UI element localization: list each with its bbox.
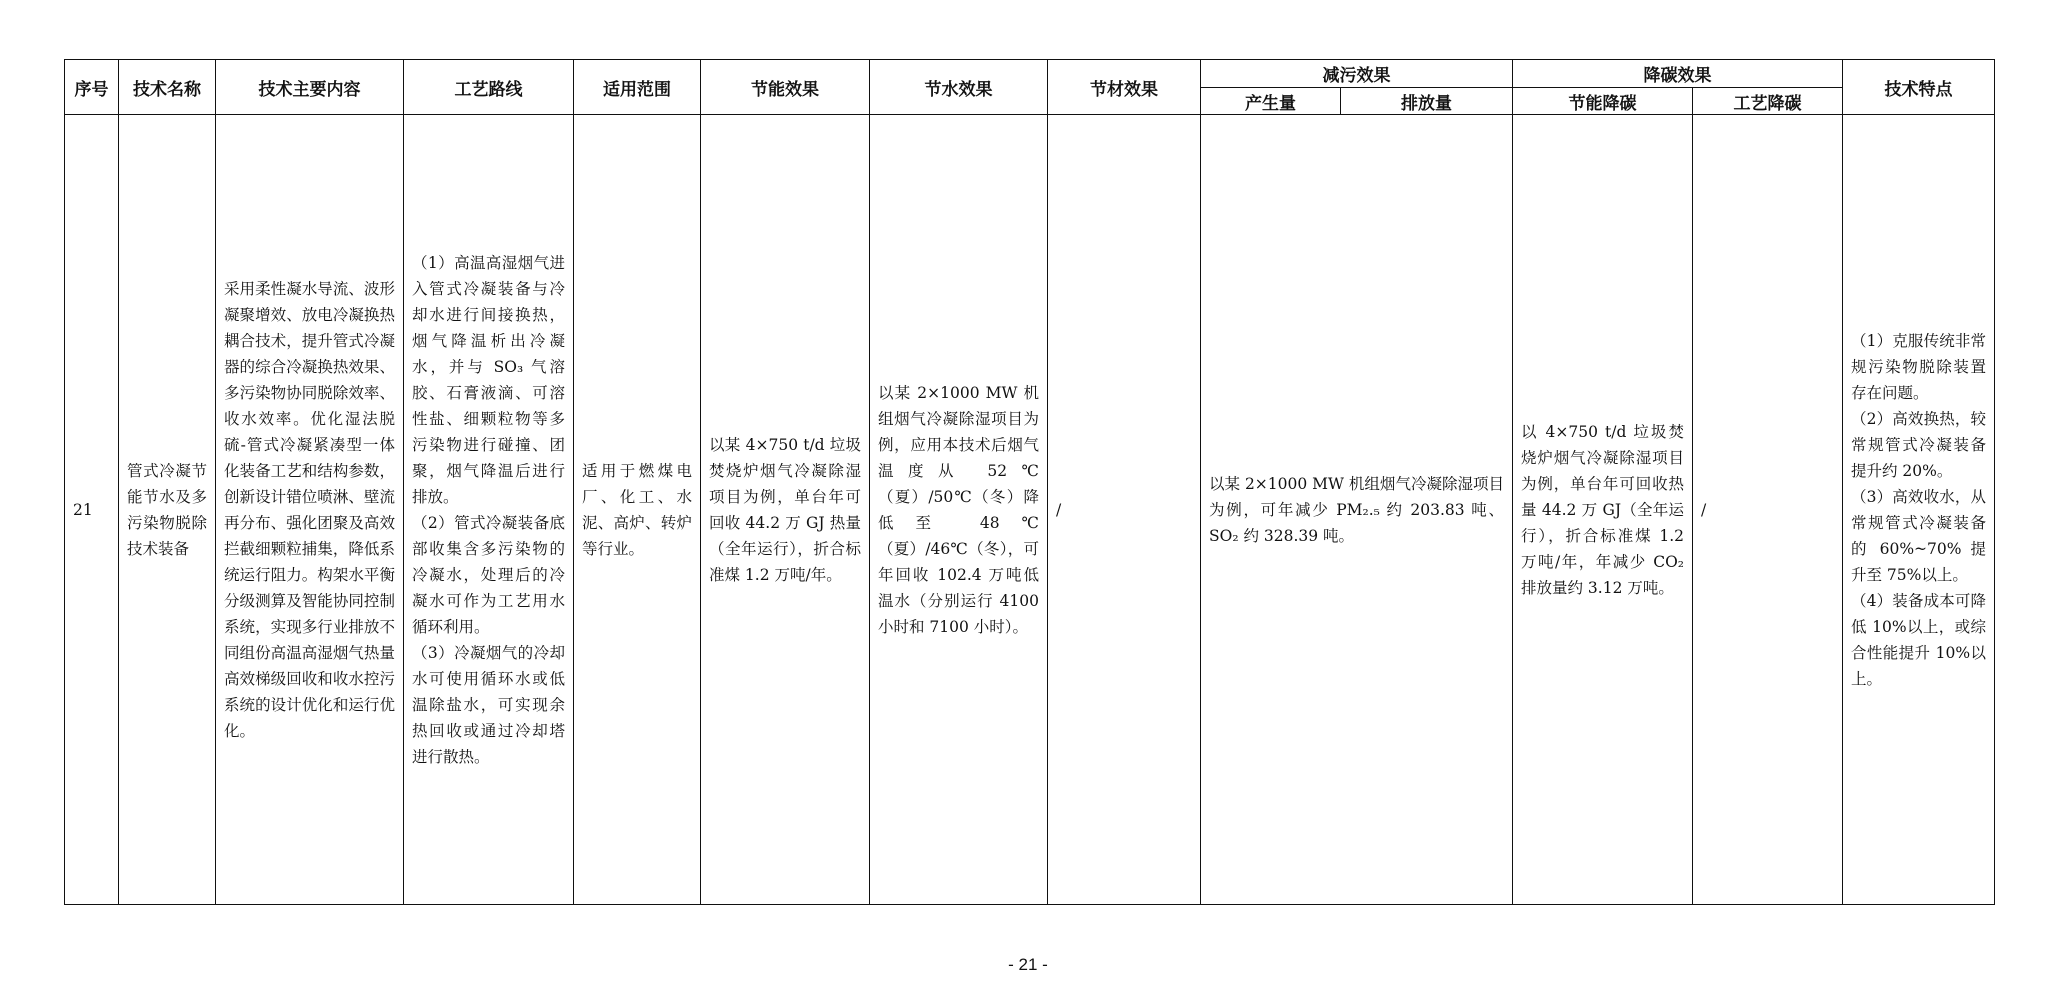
header-carbon-energy: 节能降碳 [1513,88,1693,115]
header-material: 节材效果 [1048,60,1201,115]
header-pollution-emitted: 排放量 [1341,88,1513,115]
cell-scope: 适用于燃煤电厂、化工、水泥、高炉、转炉等行业。 [574,115,701,905]
header-pollution-generated: 产生量 [1201,88,1341,115]
header-name: 技术名称 [119,60,216,115]
header-seq: 序号 [65,60,119,115]
header-carbon: 降碳效果 [1513,60,1843,88]
header-carbon-process: 工艺降碳 [1693,88,1843,115]
cell-carbon-energy: 以 4×750 t/d 垃圾焚烧炉烟气冷凝除湿项目为例，单台年可回收热量 44.2 万 GJ（全年运行），折合标准煤 1.2 万吨/年，年减少 CO₂ 排放量约 3.12 万吨。 [1513,115,1693,905]
header-scope: 适用范围 [574,60,701,115]
header-route: 工艺路线 [404,60,574,115]
header-features: 技术特点 [1843,60,1995,115]
cell-features: （1）克服传统非常规污染物脱除装置存在问题。 （2）高效换热，较常规管式冷凝装备提升约 20%。 （3）高效收水，从常规管式冷凝装备的 60%~70% 提升至 75%以上。 （4）装备成本可降低 10%以上，或综合性能提升 10%以上。 [1843,115,1995,905]
cell-pollution: 以某 2×1000 MW 机组烟气冷凝除湿项目为例，可年减少 PM₂.₅ 约 203.83 吨、SO₂ 约 328.39 吨。 [1201,115,1513,905]
header-energy: 节能效果 [701,60,870,115]
table-row [65,115,1995,905]
cell-route: （1）高温高湿烟气进入管式冷凝装备与冷却水进行间接换热，烟气降温析出冷凝水，并与 SO₃ 气溶胶、石膏液滴、可溶性盐、细颗粒物等多污染物进行碰撞、团聚，烟气降温后进行排放。 （2）管式冷凝装备底部收集含多污染物的冷凝水，处理后的冷凝水可作为工艺用水循环利用。 （3）冷凝烟气的冷却水可使用循环水或低温除盐水，可实现余热回收或通过冷却塔进行散热。 [404,115,574,905]
technology-table [64,59,1995,905]
header-water: 节水效果 [870,60,1048,115]
cell-material: / [1048,115,1201,905]
header-pollution: 减污效果 [1201,60,1513,88]
cell-water: 以某 2×1000 MW 机组烟气冷凝除湿项目为例，应用本技术后烟气温度从 52℃（夏）/50℃（冬）降低至 48℃（夏）/46℃（冬），可年回收 102.4 万吨低温水（分别运行 4100 小时和 7100 小时）。 [870,115,1048,905]
cell-content: 采用柔性凝水导流、波形凝聚增效、放电冷凝换热耦合技术，提升管式冷凝器的综合冷凝换热效果、多污染物协同脱除效率、收水效率。优化湿法脱硫-管式冷凝紧凑型一体化装备工艺和结构参数，创新设计错位喷淋、壁流再分布、强化团聚及高效拦截细颗粒捕集，降低系统运行阻力。构架水平衡分级测算及智能协同控制系统，实现多行业排放不同组份高温高湿烟气热量高效梯级回收和收水控污系统的设计优化和运行优化。 [216,115,404,905]
cell-seq: 21 [65,115,119,905]
header-row-1 [65,60,1995,88]
cell-energy: 以某 4×750 t/d 垃圾焚烧炉烟气冷凝除湿项目为例，单台年可回收 44.2 万 GJ 热量（全年运行），折合标准煤 1.2 万吨/年。 [701,115,870,905]
cell-name: 管式冷凝节能节水及多污染物脱除技术装备 [119,115,216,905]
cell-carbon-process: / [1693,115,1843,905]
header-content: 技术主要内容 [216,60,404,115]
page-number: - 21 - [1008,955,1048,974]
